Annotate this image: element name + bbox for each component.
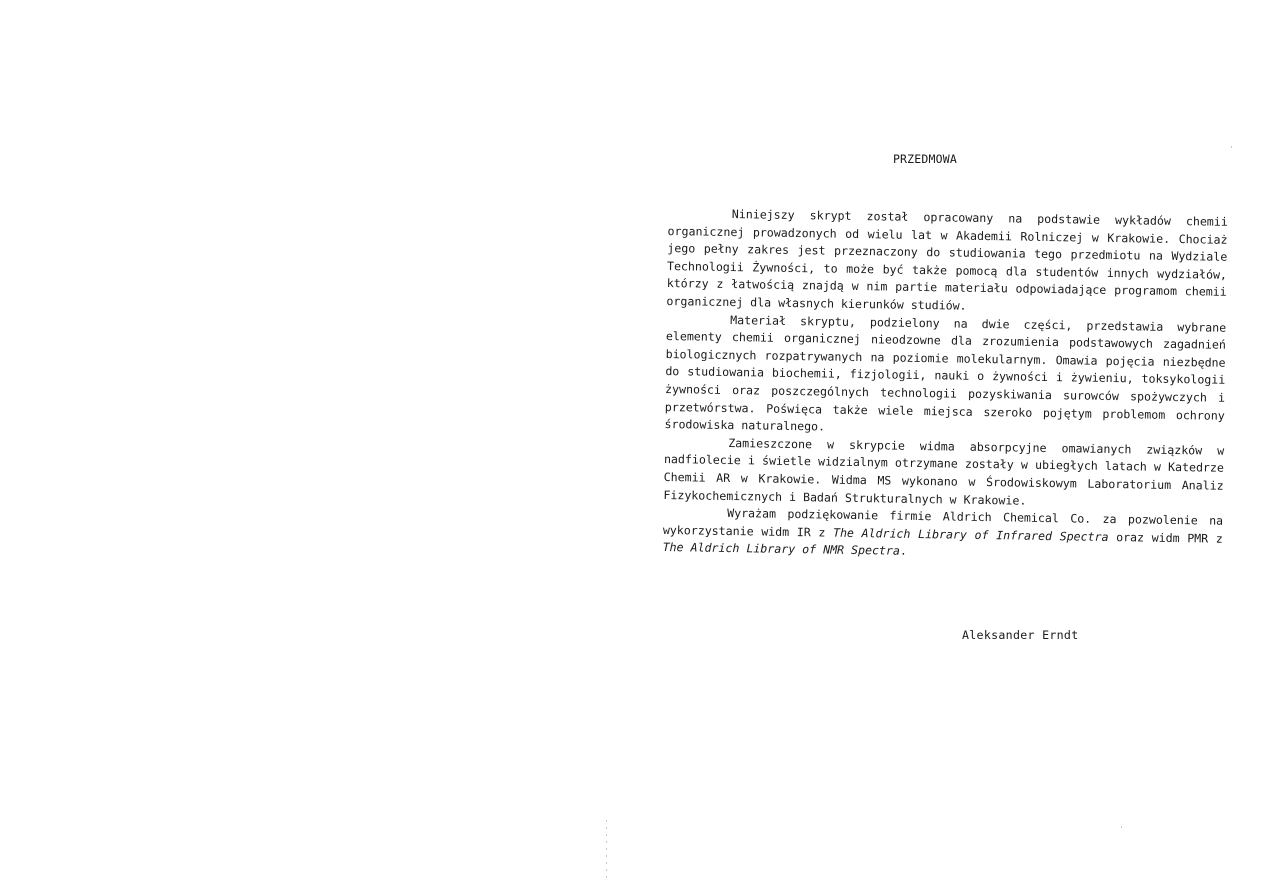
paragraph-1: Niniejszy skrypt został opracowany na podstawie wykładów chemii organicznej prowadzonych od wielu lat w Akademii Rolniczej w Krakowie. Chociaż jego pełny zakres jest przeznaczony do studiowania tego przedmiotu na Wydziale Technologii Żywności, to może być także pomocą dla studentów innych wydziałów, którzy z łatwością znajdą w nim partie materiału odpowiadające programom chemii organicznej dla własnych kierunków studiów. bbox=[666, 207, 1228, 313]
book-title-nmr: The Aldrich Library of NMR Spectra bbox=[662, 540, 901, 558]
scan-speck bbox=[606, 820, 607, 880]
paragraph-4-text-middle: oraz widm PMR z bbox=[1108, 529, 1223, 546]
page-heading: PRZEDMOWA bbox=[892, 152, 958, 166]
preface-body bbox=[662, 205, 1227, 566]
paragraph-4-text-after: . bbox=[899, 543, 908, 559]
paragraph-3: Zamieszczone w skrypcie widma absorpcyjne omawianych związków w nadfiolecie i świetle widzialnym otrzymane zostały w ubiegłych latach w Katedrze Chemii AR w Krakowie. Widma MS wykonano w Środowiskowym Laboratorium Analiz Fizykochemicznych i Badań Strukturalnych w Krakowie. bbox=[663, 435, 1225, 508]
paragraph-4-text-before: Wyrażam podziękowanie firmie Aldrich Chemical Co. za pozwolenie na wykorzystanie widm IR z bbox=[662, 506, 1224, 540]
scan-speck bbox=[1121, 826, 1122, 828]
paragraph-4 bbox=[662, 504, 1223, 566]
book-title-ir: The Aldrich Library of Infrared Spectra bbox=[832, 525, 1109, 544]
scan-speck bbox=[1231, 146, 1232, 148]
author-signature: Aleksander Erndt bbox=[962, 628, 1079, 642]
paragraph-2: Materiał skryptu, podzielony na dwie części, przedstawia wybrane elementy chemii organicznej nieodzowne dla zrozumienia podstawowych zagadnień biologicznych rozpatrywanych na poziomie molekularnym. Omawia pojęcia niezbędne do studiowania biochemii, fizjologii, nauki o żywności i żywieniu, toksykologii żywności oraz poszczególnych technologii pozyskiwania surowców spożywczych i przetwórstwa. Poświęca także wiele miejsca szeroko pojętym problemom ochrony środowiska naturalnego. bbox=[664, 312, 1227, 434]
